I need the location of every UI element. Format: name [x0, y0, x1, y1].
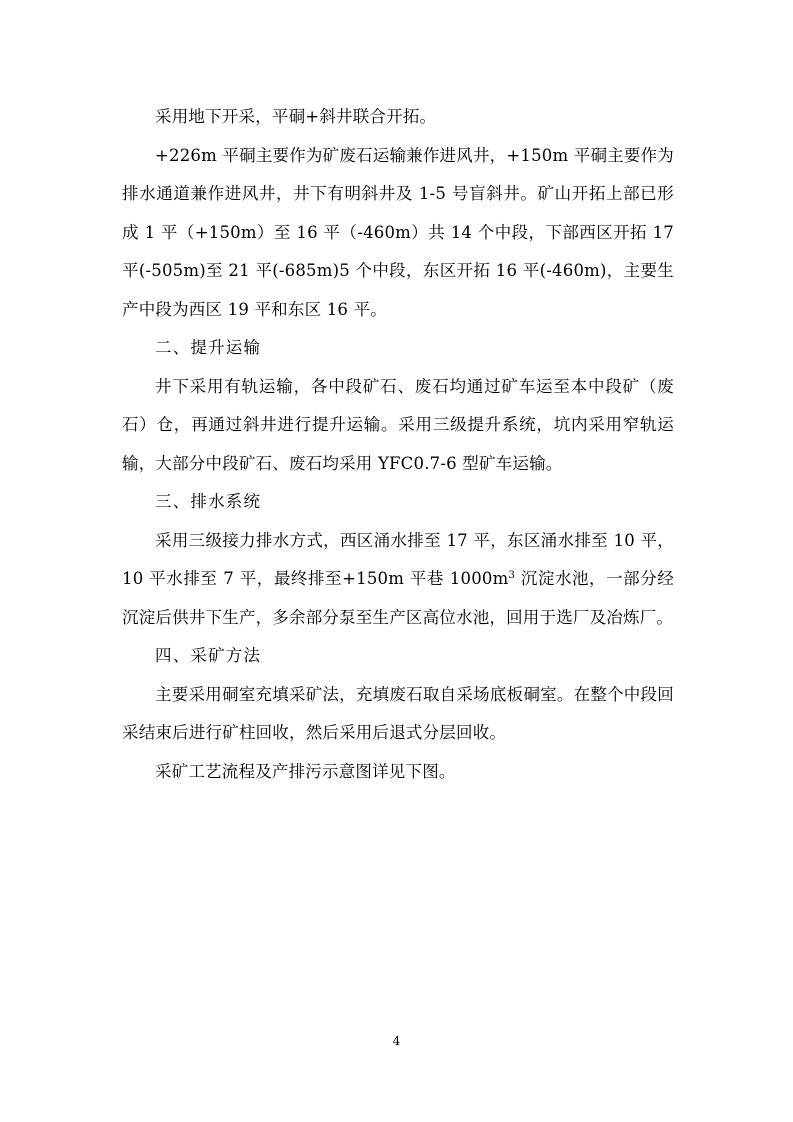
- paragraph-adit-description: +226m 平硐主要作为矿废石运输兼作进风井，+150m 平硐主要作为排水通道兼作进风井，井下有明斜井及 1-5 号盲斜井。矿山开拓上部已形成 1 平（+150m）至 16 平（-460m）共 14 个中段，下部西区开拓 17 平(-505m)至 21 平(-685m)5 个中段，东区开拓 16 平(-460m)，主要生产中段为西区 19 平和东区 16 平。: [122, 145, 674, 319]
- section-heading-hoisting: 二、提升运输: [155, 338, 262, 357]
- paragraph-development-method: 采用地下开采，平硐+斜井联合开拓。: [155, 107, 437, 126]
- paragraph-mining-method: 主要采用硐室充填采矿法，充填废石取自采场底板硐室。在整个中段回采结束后进行矿柱回收，然后采用后退式分层回收。: [122, 684, 674, 742]
- page-number: 4: [392, 1034, 401, 1048]
- section-heading-mining-method: 四、采矿方法: [155, 646, 262, 665]
- paragraph-drainage: [122, 522, 674, 638]
- body-text: [122, 98, 674, 791]
- superscript-cubic: 3: [508, 570, 516, 581]
- paragraph-flowchart-reference: 采矿工艺流程及产排污示意图详见下图。: [155, 761, 456, 781]
- drainage-text-part-1: 采用三级接力排水方式，西区涌水排至 17 平，东区涌水排至 10 平，10 平水排至 7 平，最终排至+150m 平巷 1000m: [122, 530, 674, 588]
- section-heading-drainage: 三、排水系统: [155, 492, 262, 511]
- paragraph-hoisting: 井下采用有轨运输，各中段矿石、废石均通过矿车运至本中段矿（废石）仓，再通过斜井进行提升运输。采用三级提升系统，坑内采用窄轨运输，大部分中段矿石、废石均采用 YFC0.7-6 型矿车运输。: [122, 376, 674, 473]
- drainage-text-part-2: 沉淀水池，一部分经沉淀后供井下生产，多余部分泵至生产区高位水池，回用于选厂及冶炼厂。: [122, 569, 675, 627]
